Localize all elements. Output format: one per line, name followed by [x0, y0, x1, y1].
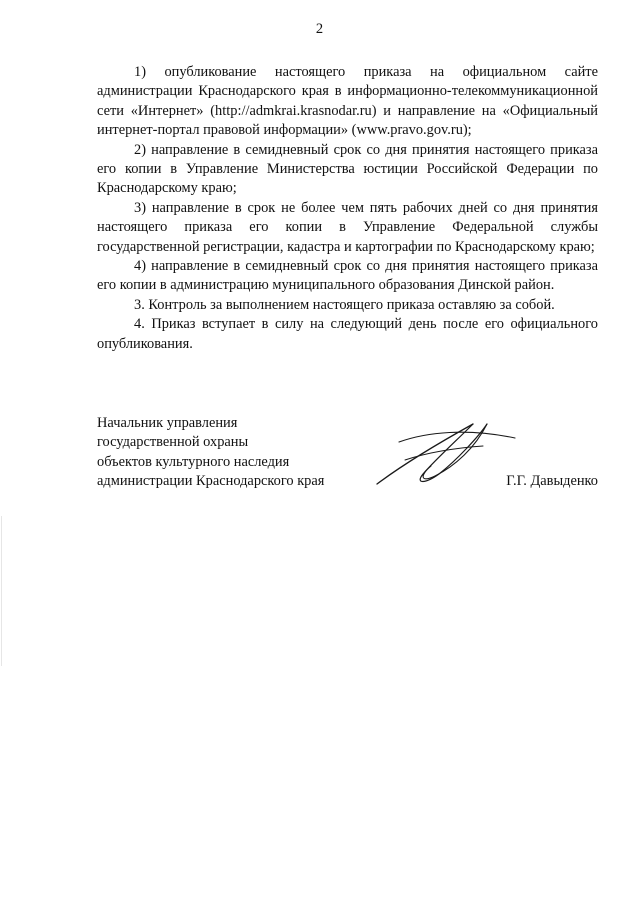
- handwritten-signature: [365, 414, 525, 492]
- scan-edge-line: [1, 516, 2, 666]
- page-number: 2: [315, 21, 324, 37]
- paragraph-control: 3. Контроль за выполнением настоящего приказа оставляю за собой.: [134, 296, 555, 313]
- paragraph-publication: 1) опубликование настоящего приказа на официальном сайте администрации Краснодарского края в информационно-телекоммуникационной сети «Интернет» (http://admkrai.krasnodar.ru) и направление на «Официальный интернет-портал правовой информации» (www.pravo.gov.ru);: [97, 64, 598, 139]
- paragraph-rosreestr: 3) направление в срок не более чем пять рабочих дней со дня принятия настоящего приказа его копии в Управление Федеральной службы государственной регистрации, кадастра и картографии по Краснодарскому краю;: [97, 199, 598, 255]
- paragraph-dinskoy-district: 4) направление в семидневный срок со дня принятия настоящего приказа его копии в администрацию муниципального образования Динской район.: [97, 258, 598, 294]
- signer-position-line: объектов культурного наследия: [97, 453, 290, 470]
- signer-position-line: администрации Краснодарского края: [97, 473, 325, 490]
- signature-block: [97, 414, 598, 494]
- signer-name: Г.Г. Давыденко: [506, 473, 598, 489]
- signer-position-line: Начальник управления: [97, 415, 238, 431]
- paragraph-ministry-of-justice: 2) направление в семидневный срок со дня принятия настоящего приказа его копии в Управление Министерства юстиции Российской Федерации по Краснодарскому краю;: [97, 141, 598, 197]
- paragraph-effective-date: 4. Приказ вступает в силу на следующий день после его официального опубликования.: [97, 316, 598, 352]
- document-body: [97, 63, 598, 354]
- signer-position: [97, 414, 324, 492]
- signer-position-line: государственной охраны: [97, 434, 249, 451]
